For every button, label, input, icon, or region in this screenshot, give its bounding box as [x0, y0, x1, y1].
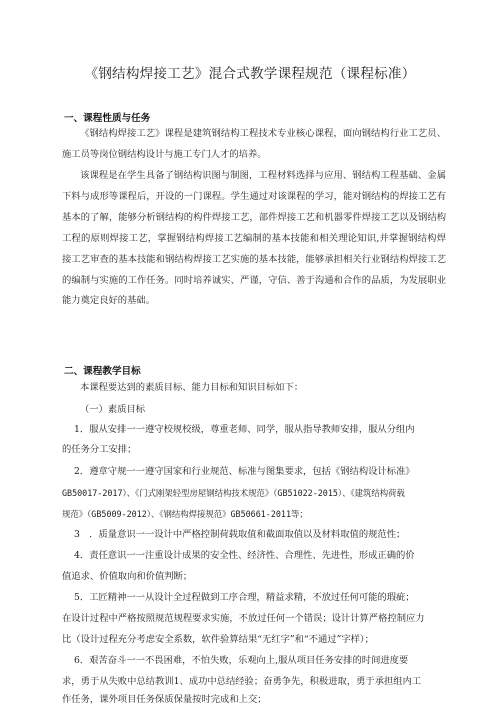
list-line: 的任务分工安排； — [62, 444, 137, 455]
list-line: GB50017-2017）、《门式刚架轻型房屋钢结构技术规范》（GB51022-2015）、《建筑结构荷载 — [62, 488, 405, 498]
list-line: 比（设计过程充分考虑安全系数，软件验算结果“无红字”和“不通过”字样）； — [62, 634, 374, 645]
list-line: 3 ．质量意识一一设计中严格控制荷载取值和截面取值以及材料取值的规范性； — [74, 529, 406, 540]
list-line: 规范》（GB5009-2012）、《钢结构焊接规范》GB50661-2011等； — [62, 509, 308, 519]
objectives-intro: 本课程要达到的素质目标、能力目标和知识目标如下： — [80, 382, 304, 393]
list-line: 作任务，课外项目任务保质保量按时完成和上交； — [62, 694, 267, 705]
subheading-quality-goals: （一）素质目标 — [80, 404, 146, 415]
list-line: 2．遵章守规一一遵守国家和行业规范、标准与图集要求，包括《钢结构设计标准》 — [74, 466, 415, 477]
list-line: 求，勇于从失败中总结教训1、成功中总结经验；奋勇争先，积极进取，勇于承担组内工 — [62, 676, 422, 687]
paragraph-course-nature — [62, 124, 446, 166]
paragraph-text: 《钢结构焊接工艺》课程是建筑钢结构工程技术专业核心课程，面向钢结构行业工艺员、施工员等岗位钢结构设计与施工专门人才的培养。 — [62, 128, 446, 160]
list-line: 1．服从安排一一遵守校规校级，尊重老师、同学，服从指导教师安排，服从分组内 — [74, 424, 415, 435]
document-title: 《钢结构焊接工艺》混合式教学课程规范（课程标准） — [84, 66, 416, 82]
section-heading-objectives: 二、课程教学目标 — [64, 366, 141, 377]
list-line: 在设计过程中严格按照规范规程要求实施，不放过任何一个错误；设计计算严格控制应力 — [62, 613, 425, 624]
list-line: 5．工匠精神一一从设计全过程做到工序合理，精益求精，不放过任何可能的瑕疵； — [74, 592, 415, 603]
list-line: 值追求、价值取向和价值判断； — [62, 571, 193, 582]
paragraph-course-description — [62, 166, 446, 312]
paragraph-text: 该课程是在学生具备了钢结构识图与制图，工程材料选择与应用、钢结构工程基础、金属下料与成形等课程后，开设的一门课程。学生通过对该课程的学习，能对钢结构的焊接工艺有基本的了解，能够分析钢结构的构件焊接工艺，部件焊接工艺和机器零件焊接工艺以及钢结构工程的原则焊接工艺，掌握钢结构焊接工艺编制的基本技能和相关理论知识,并掌握钢结构焊接工艺审查的基本技能和钢结构焊接工艺实施的基本技能，能够承担相关行业钢结构焊接工艺的编制与实施的工作任务。同时培养诚实、严谨，守信、善于沟通和合作的品质，为发展职业能力奠定良好的基础。 — [62, 170, 446, 307]
section-heading-nature: 一、课程性质与任务 — [64, 113, 151, 124]
list-line: 6．艰苦奋斗一一不畏困难，不怕失败，乐观向上,服从项目任务安排的时间进度要 — [74, 655, 409, 666]
list-line: 4．责任意识一一注重设计成果的安全性、经济性、合理性、先进性，形成正确的价 — [74, 550, 415, 561]
